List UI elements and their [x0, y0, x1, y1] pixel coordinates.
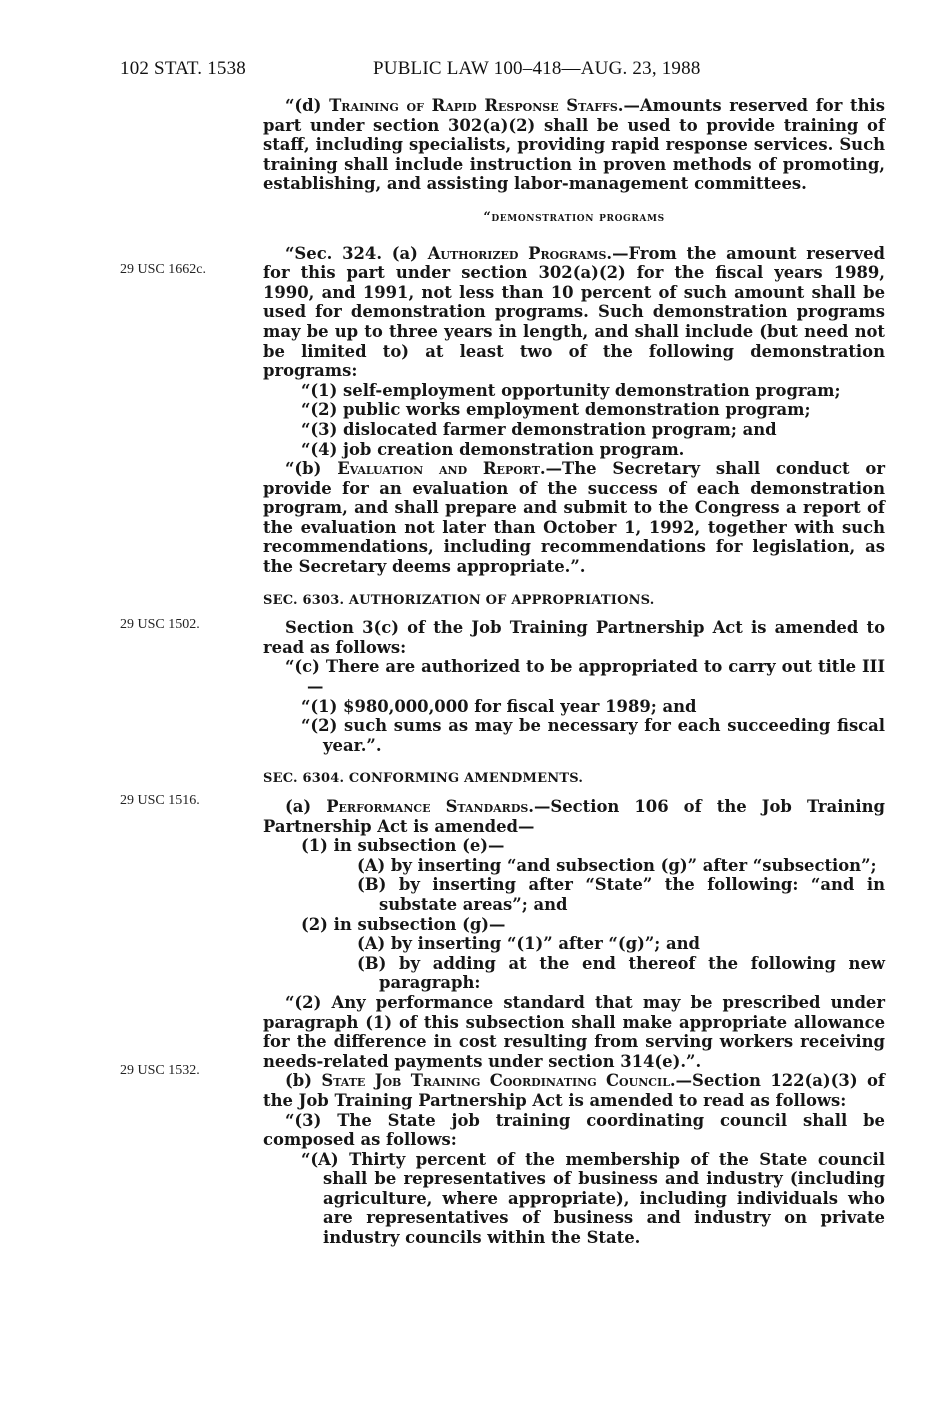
- paragraph-prefix: (a): [285, 797, 327, 816]
- sec-6304-a1A: (A) by inserting “and subsection (g)” after “subsection”;: [357, 855, 877, 875]
- sec-6303-c1: “(1) $980,000,000 for fiscal year 1989; and: [301, 696, 697, 716]
- margin-citation: 29 USC 1662c.: [120, 262, 206, 277]
- paragraph-text: —Amounts reserved for this part under section 302(a)(2) shall be used to provide training of staff, including specialists, providing rapid response services. Such training shall include instruction in proven methods of promoting, establishing, and assisting labor-management committees.: [263, 96, 885, 194]
- sec-6304-a2: (2) in subsection (g)—: [301, 914, 506, 934]
- sec-6303-c2: “(2) such sums as may be necessary for each succeeding fiscal year.”.: [301, 716, 885, 755]
- sec-324-b: [263, 459, 885, 577]
- sec-6304-heading: SEC. 6304. CONFORMING AMENDMENTS.: [263, 771, 584, 787]
- page-running-title: PUBLIC LAW 100–418—AUG. 23, 1988: [373, 58, 701, 79]
- sec-6303-c: “(c) There are authorized to be appropriated to carry out title III—: [285, 657, 885, 697]
- demonstration-programs-heading: “demonstration programs: [483, 209, 665, 225]
- paragraph-heading: Performance Standards.: [326, 797, 535, 816]
- sec-6304-a1B: (B) by inserting after “State” the following: “and in substate areas”; and: [357, 875, 885, 914]
- list-item: “(1) self-employment opportunity demonstration program;: [301, 380, 841, 400]
- paragraph-prefix: (b): [285, 1071, 322, 1091]
- document-body: [263, 96, 885, 1248]
- paragraph-text: —Section 122(a)(3) of the Job Training Partnership Act is amended to read as follows:: [263, 1071, 885, 1110]
- paragraph-d: [263, 96, 885, 194]
- sec-6304-b3: “(3) The State job training coordinating council shall be composed as follows:: [263, 1110, 885, 1150]
- paragraph-prefix: “(d): [285, 96, 330, 115]
- paragraph-heading: State Job Training Coordinating Council.: [321, 1071, 676, 1091]
- sec-324-a: [263, 244, 885, 381]
- sec-6304-quote-2: “(2) Any performance standard that may be prescribed under paragraph (1) of this subsection shall make appropriate allowance for the difference in cost resulting from serving workers receiving needs-related payments under section 314(e).”.: [263, 992, 885, 1071]
- sec-6304-a2A: (A) by inserting “(1)” after “(g)”; and: [357, 934, 701, 954]
- sec-6304-a1: (1) in subsection (e)—: [301, 836, 505, 856]
- list-item: “(3) dislocated farmer demonstration program; and: [301, 419, 777, 439]
- paragraph-text: —Section 106 of the Job Training Partnership Act is amended—: [263, 797, 885, 836]
- paragraph-prefix: “Sec. 324. (a): [285, 243, 428, 263]
- page-stat-number: 102 STAT. 1538: [120, 58, 247, 79]
- paragraph-prefix: “(b): [285, 459, 338, 479]
- list-item: “(2) public works employment demonstration program;: [301, 400, 811, 420]
- sec-6303-heading: SEC. 6303. AUTHORIZATION OF APPROPRIATIONS.: [263, 592, 655, 608]
- sec-6304-a: [263, 797, 885, 836]
- paragraph-text: —From the amount reserved for this part under section 302(a)(2) for the fiscal years 1989, 1990, and 1991, not less than 10 percent of such amount shall be used for demonstration programs. Such demonstration programs may be up to three years in length, and shall include (but need not be limited to) at least two of the following demonstration programs:: [263, 243, 885, 381]
- sec-6304-b: [263, 1071, 885, 1110]
- paragraph-heading: Evaluation and Report.: [337, 459, 546, 479]
- margin-citation: 29 USC 1502.: [120, 617, 200, 632]
- paragraph-heading: Training of Rapid Response Staffs.: [329, 96, 624, 115]
- paragraph-text: —The Secretary shall conduct or provide for an evaluation of the success of each demonstration program, and shall prepare and submit to the Congress a report of the evaluation not later than October 1, 1992, together with such recommendations, including recommendations for legislation, as the Secretary deems appropriate.”.: [263, 459, 885, 577]
- sec-6303-intro: Section 3(c) of the Job Training Partnership Act is amended to read as follows:: [263, 618, 885, 657]
- paragraph-heading: Authorized Programs.: [427, 243, 613, 263]
- sec-6304-bA: “(A) Thirty percent of the membership of the State council shall be representatives of business and industry (including agriculture, where appropriate), including individuals who are representatives of business and industry on private industry councils within the State.: [301, 1149, 885, 1248]
- list-item: “(4) job creation demonstration program.: [301, 439, 685, 459]
- margin-citation: 29 USC 1516.: [120, 793, 200, 808]
- sec-6304-a2B: (B) by adding at the end thereof the following new paragraph:: [357, 953, 885, 993]
- margin-citation: 29 USC 1532.: [120, 1063, 200, 1078]
